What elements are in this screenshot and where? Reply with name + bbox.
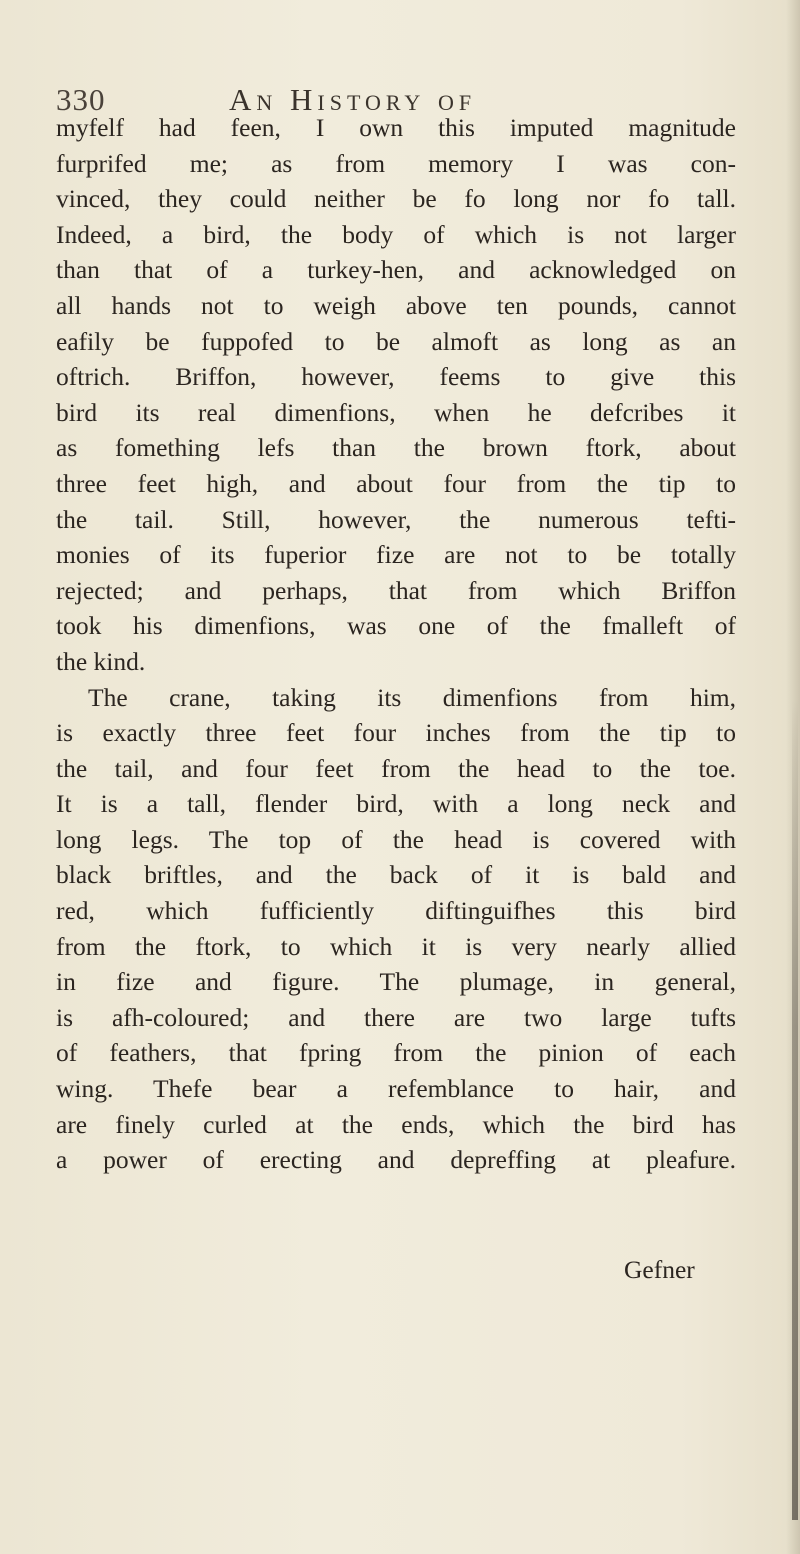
text-line: in fize and figure. The plumage, in general,: [56, 967, 736, 997]
text-line: It is a tall, flender bird, with a long neck and: [56, 789, 736, 819]
text-line: from the ftork, to which it is very nearly allied: [56, 931, 736, 961]
text-line: all hands not to weigh above ten pounds, cannot: [56, 290, 736, 320]
text-line: of feathers, that fpring from the pinion of each: [56, 1038, 736, 1068]
text-line: took his dimenfions, was one of the fmalleft of: [56, 611, 736, 641]
text-line: rejected; and perhaps, that from which Briffon: [56, 575, 736, 605]
text-line: furprifed me; as from memory I was con-: [56, 148, 736, 178]
text-line: a power of erecting and depreffing at pleafure.: [56, 1145, 736, 1175]
text-line: oftrich. Briffon, however, feems to give this: [56, 362, 736, 392]
text-line: the tail. Still, however, the numerous tefti-: [56, 504, 736, 534]
text-line: black briftles, and the back of it is bald and: [56, 860, 736, 890]
text-line: the tail, and four feet from the head to the toe.: [56, 753, 736, 783]
running-title: An History of: [229, 82, 477, 117]
text-line: eafily be fuppofed to be almoft as long as an: [56, 326, 736, 356]
text-line: is afh-coloured; and there are two large tufts: [56, 1002, 736, 1032]
text-line: three feet high, and about four from the tip to: [56, 468, 736, 498]
text-line: vinced, they could neither be fo long nor fo tall.: [56, 184, 736, 214]
text-line: monies of its fuperior fize are not to be totally: [56, 540, 736, 570]
page-number: 330: [56, 82, 106, 117]
page-edge-smudge: [792, 700, 798, 1520]
text-line: wing. Thefe bear a refemblance to hair, and: [56, 1074, 736, 1104]
catchword: Gefner: [624, 1255, 695, 1284]
text-line: as fomething lefs than the brown ftork, about: [56, 433, 736, 463]
text-line: myfelf had feen, I own this imputed magnitude: [56, 113, 736, 142]
text-line: Indeed, a bird, the body of which is not larger: [56, 219, 736, 249]
text-line: is exactly three feet four inches from the tip to: [56, 718, 736, 748]
text-line: long legs. The top of the head is covered with: [56, 824, 736, 854]
text-line: than that of a turkey-hen, and acknowledged on: [56, 255, 736, 285]
text-line: are finely curled at the ends, which the bird has: [56, 1109, 736, 1139]
text-line: bird its real dimenfions, when he defcribes it: [56, 397, 736, 427]
text-line: the kind.: [56, 646, 146, 676]
body-text: [56, 110, 736, 1178]
paragraph-start-line: The crane, taking its dimenfions from him,: [88, 682, 736, 712]
text-line: red, which fufficiently diftinguifhes this bird: [56, 896, 736, 926]
